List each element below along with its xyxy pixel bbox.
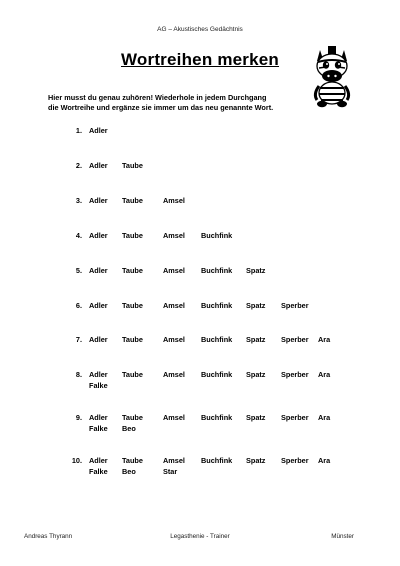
instructions-line: die Wortreihe und ergänze sie immer um das neu genannte Wort. [48,103,274,112]
row-word: Adler [89,370,108,379]
row-word: Amsel [163,370,185,379]
row-word: Adler [89,456,108,465]
row-word: Spatz [246,301,266,310]
row-word: Spatz [246,266,266,275]
instructions [48,93,318,113]
row-word: Buchfink [201,335,233,344]
footer-center: Legasthenie - Trainer [170,533,230,540]
row-word: Buchfink [201,456,233,465]
row-word: Adler [89,161,108,170]
row-word: Falke [89,424,108,433]
row-word: Buchfink [201,370,233,379]
row-word: Taube [122,413,143,422]
row-word: Sperber [281,456,309,465]
row-word: Taube [122,161,143,170]
row-word: Adler [89,335,108,344]
row-word: Star [163,467,178,476]
row-number: 3. [75,196,82,205]
row-number: 8. [75,370,82,379]
footer-location: Münster [331,533,354,540]
row-number: 9. [75,413,82,422]
row-word: Beo [122,424,136,433]
row-word: Spatz [246,413,266,422]
row-word: Amsel [163,335,185,344]
row-word: Amsel [163,413,185,422]
row-word: Adler [89,126,108,135]
row-word: Taube [122,231,143,240]
row-word: Adler [89,413,108,422]
row-word: Amsel [163,196,185,205]
page-header: AG – Akustisches Gedächtnis [157,26,243,33]
row-word: Amsel [163,456,185,465]
row-word: Taube [122,335,143,344]
row-number: 7. [75,335,82,344]
row-word: Sperber [281,413,309,422]
row-word: Buchfink [201,231,233,240]
row-word: Amsel [163,301,185,310]
row-number: 10. [71,456,82,465]
row-word: Buchfink [201,301,233,310]
row-word: Adler [89,196,108,205]
row-word: Sperber [281,370,309,379]
row-word: Buchfink [201,413,233,422]
row-word: Ara [318,413,331,422]
row-number: 6. [75,301,82,310]
row-word: Amsel [163,266,185,275]
row-word: Taube [122,301,143,310]
row-word: Sperber [281,301,309,310]
row-word: Ara [318,456,331,465]
row-word: Amsel [163,231,185,240]
row-word: Beo [122,467,136,476]
row-number: 2. [75,161,82,170]
row-word: Falke [89,467,108,476]
row-word: Spatz [246,370,266,379]
row-word: Ara [318,335,331,344]
row-word: Spatz [246,456,266,465]
page-title: Wortreihen merken [120,50,280,69]
row-number: 4. [75,231,82,240]
row-number: 1. [75,126,82,135]
row-word: Taube [122,196,143,205]
row-number: 5. [75,266,82,275]
row-word: Sperber [281,335,309,344]
row-word: Buchfink [201,266,233,275]
row-word: Adler [89,231,108,240]
row-word: Ara [318,370,331,379]
row-word: Adler [89,301,108,310]
row-word: Adler [89,266,108,275]
instructions-line: Hier musst du genau zuhören! Wiederhole in jedem Durchgang [48,93,267,102]
row-word: Taube [122,266,143,275]
row-word: Falke [89,381,108,390]
row-word: Taube [122,456,143,465]
row-word: Spatz [246,335,266,344]
row-word: Taube [122,370,143,379]
footer-author: Andreas Thyrann [24,533,73,540]
